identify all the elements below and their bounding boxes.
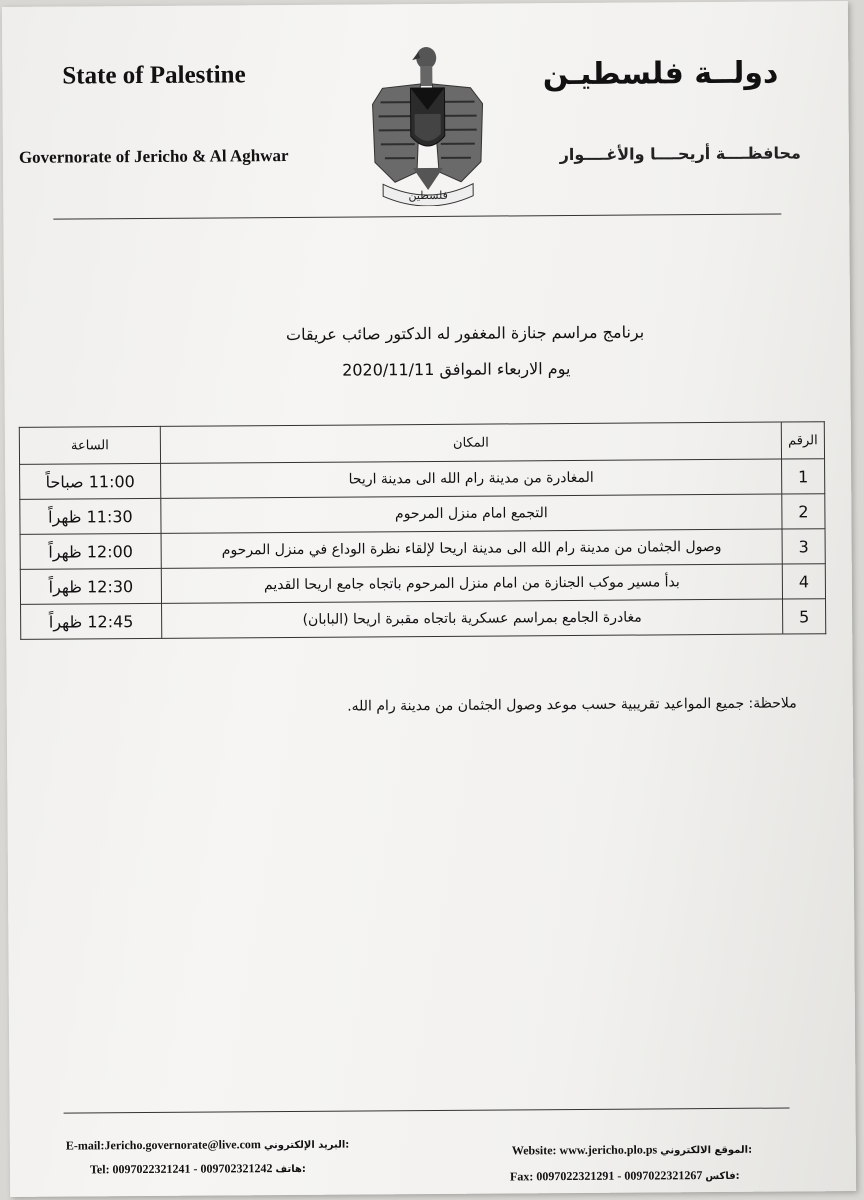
footer-email[interactable] [66,1137,350,1154]
footer-fax-value: Fax: 0097022321291 - 0097022321267 [509,1168,703,1184]
header-place: المكان [160,422,781,463]
arabic-title: دولــة فلسطيـن [542,55,779,93]
row-time: 12:00 ظهراً [20,533,161,569]
row-place: التجمع امام منزل المرحوم [161,494,782,533]
row-number: 3 [782,529,825,564]
row-place: بدأ مسير موكب الجنازة من امام منزل المرحوم باتجاه جامع اريحا القديم [161,564,782,603]
header-number: الرقم [781,422,824,459]
row-place: المغادرة من مدينة رام الله الى مدينة اريحا [161,459,782,498]
note-text: ملاحظة: جميع المواعيد تقريبية حسب موعد وصول الجثمان من مدينة رام الله. [347,695,797,715]
row-time: 11:00 صباحاً [20,463,161,499]
footer-email-value[interactable]: E-mail:Jericho.governorate@live.com [65,1137,261,1153]
header-time: الساعة [19,426,160,464]
footer-phone [90,1161,306,1178]
row-place: مغادرة الجامع بمراسم عسكرية باتجاه مقبرة اريحا (البابان) [162,599,783,638]
row-time: 11:30 ظهراً [20,498,161,534]
program-date: يوم الاربعاء الموافق 2020/11/11 [342,359,571,380]
program-title: برنامج مراسم جنازة المغفور له الدكتور صائب عريقات [285,322,645,344]
footer-email-label: البريد الإلكتروني: [263,1139,350,1152]
table-row [20,494,825,535]
row-number: 1 [782,459,825,494]
row-time: 12:45 ظهراً [21,603,162,639]
row-time: 12:30 ظهراً [20,568,161,604]
table-row [20,529,825,570]
english-subtitle: Governorate of Jericho & Al Aghwar [18,145,289,167]
header-divider [53,214,781,220]
row-number: 5 [783,599,826,634]
row-number: 4 [782,564,825,599]
footer-phone-label: هاتف: [275,1163,306,1176]
footer-website[interactable] [512,1142,752,1159]
palestine-eagle-emblem-icon [368,44,487,207]
emblem-scroll-text: فلسطين [408,188,448,203]
table-row [20,459,825,500]
english-title: State of Palestine [62,61,246,90]
footer-website-label: الموقع الالكتروني: [660,1144,753,1157]
table-row [20,564,825,605]
footer-website-value[interactable]: Website: www.jericho.plo.ps [511,1142,658,1158]
footer-fax [510,1168,740,1185]
footer-fax-label: فاكس: [705,1170,740,1183]
footer-divider [64,1107,790,1113]
table-header-row [19,422,824,465]
schedule-table [19,421,826,640]
footer-phone-value: Tel: 0097022321241 - 009702321242 [89,1161,273,1177]
row-place: وصول الجثمان من مدينة رام الله الى مدينة اريحا لإلقاء نظرة الوداع في منزل المرحوم [161,529,782,568]
table-row [21,599,826,640]
row-number: 2 [782,494,825,529]
arabic-subtitle: محافظــــة أريحــــا والأغــــوار [559,143,801,165]
document-page [2,1,856,1197]
